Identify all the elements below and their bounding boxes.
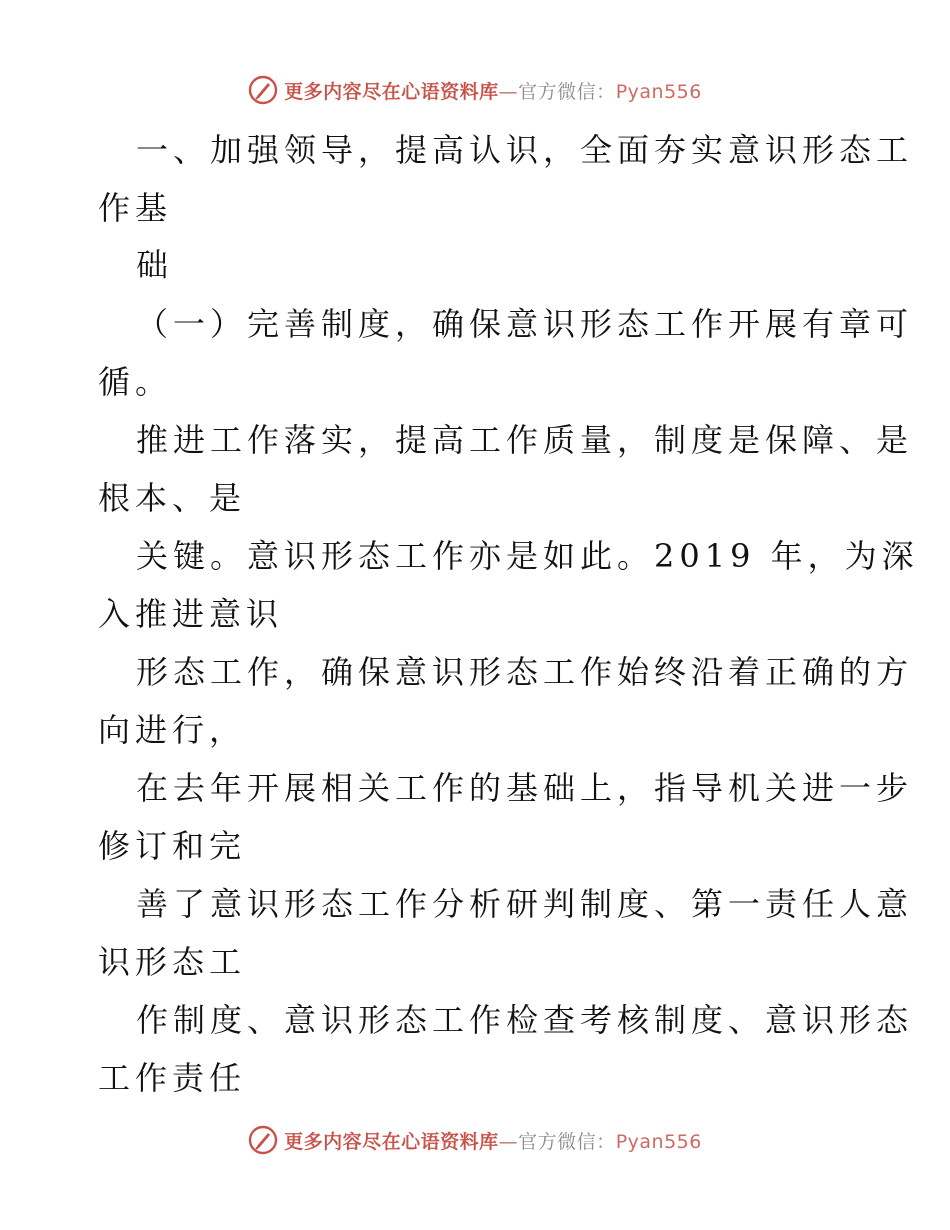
footer-watermark — [0, 1122, 950, 1158]
paragraph-line: 根本、是 — [98, 479, 247, 517]
quill-logo-icon — [248, 1125, 278, 1155]
heading-line-2: 作基 — [98, 189, 173, 227]
heading-line-1: 一、加强领导，提高认识，全面夯实意识形态工 — [136, 131, 914, 169]
header-watermark — [0, 72, 950, 108]
watermark-dash: — — [498, 1130, 519, 1153]
paragraph-line: 形态工作，确保意识形态工作始终沿着正确的方 — [136, 653, 914, 691]
paragraph-line: 善了意识形态工作分析研判制度、第一责任人意 — [136, 885, 914, 923]
paragraph-line: 推进工作落实，提高工作质量，制度是保障、是 — [136, 421, 914, 459]
watermark-official-label: 官方微信： — [518, 80, 616, 103]
watermark-account: Pyan556 — [615, 80, 702, 103]
paragraph-line: 修订和完 — [98, 827, 247, 865]
heading-line-3: 础 — [136, 246, 174, 284]
paragraph-line: 向进行， — [98, 711, 247, 749]
subheading-line-2: 循。 — [98, 363, 173, 401]
paragraph-line: 入推进意识 — [98, 595, 284, 633]
subheading-line-1: （一）完善制度，确保意识形态工作开展有章可 — [136, 305, 914, 343]
watermark-site-text: 更多内容尽在心语资料库 — [284, 1130, 499, 1153]
watermark-site-text: 更多内容尽在心语资料库 — [284, 80, 499, 103]
paragraph-line: 工作责任 — [98, 1059, 247, 1097]
paragraph-line: 在去年开展相关工作的基础上，指导机关进一步 — [136, 769, 914, 807]
watermark-dash: — — [498, 80, 519, 103]
paragraph-line: 识形态工 — [98, 943, 247, 981]
quill-logo-icon — [248, 75, 278, 105]
watermark-official-label: 官方微信： — [518, 1130, 616, 1153]
paragraph-line: 关键。意识形态工作亦是如此。2019 年，为深 — [136, 537, 919, 575]
watermark-account: Pyan556 — [615, 1130, 702, 1153]
paragraph-line: 作制度、意识形态工作检查考核制度、意识形态 — [136, 1001, 914, 1039]
